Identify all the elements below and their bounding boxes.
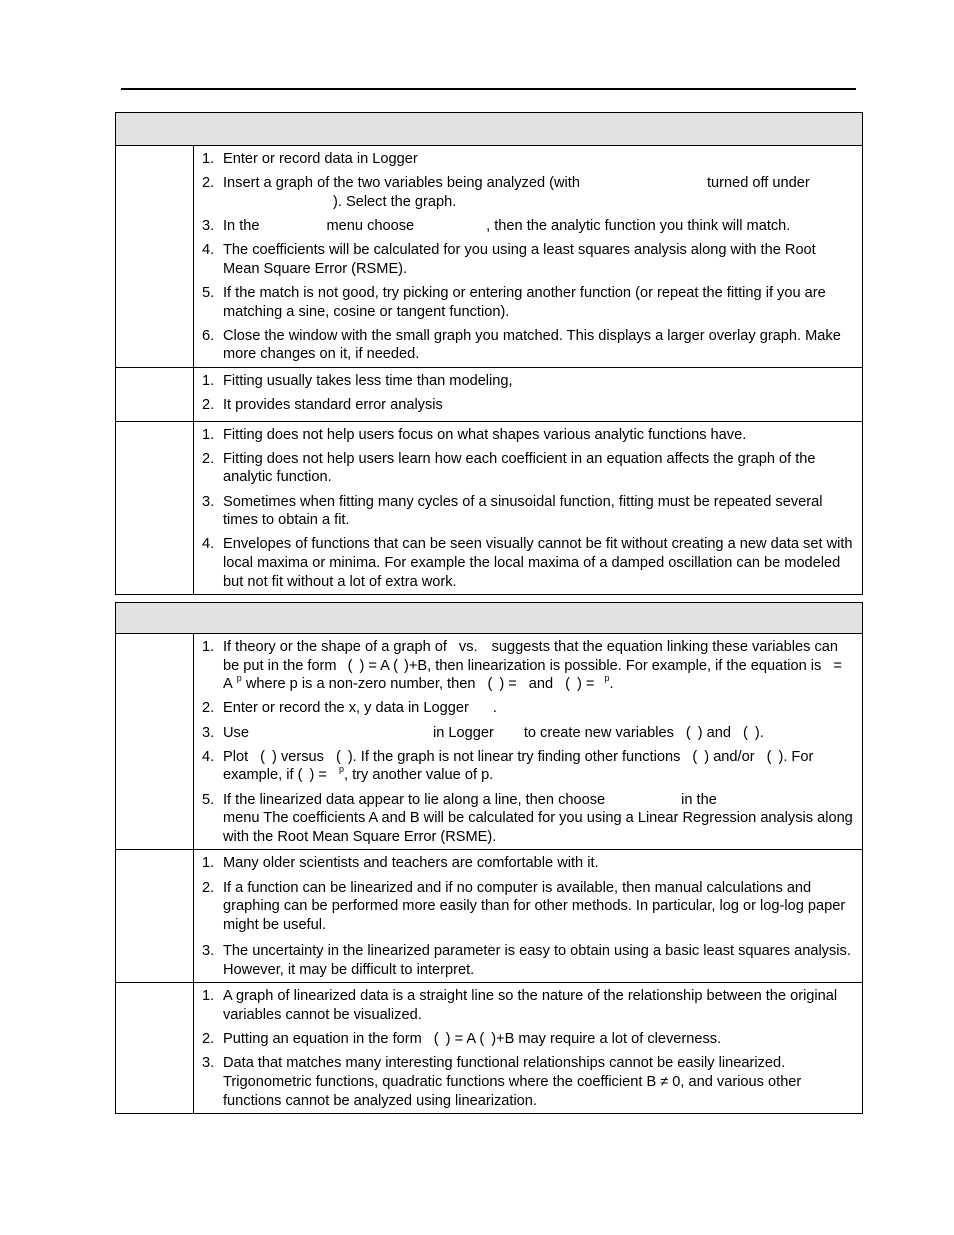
- linearization-procedure-cell: [194, 634, 863, 850]
- fitting-disadvantages-row: [116, 421, 863, 595]
- linearization-procedure-row: [116, 634, 863, 850]
- linearization-disadvantages-list: [194, 983, 862, 1113]
- list-item: 2. Insert a graph of the two variables being analyzed (with turned off under ). Select the graph.: [202, 175, 810, 210]
- list-item: 2. Enter or record the x, y data in Logger .: [202, 700, 497, 717]
- row-label-cell: [116, 367, 194, 421]
- list-item: 2. If a function can be linearized and if no computer is available, then manual calculations and graphing can be performed more easily than for other methods. In particular, log or log-log paper might be useful.: [202, 879, 846, 933]
- fitting-disadvantages-cell: [194, 421, 863, 595]
- list-item: 3. In the menu choose , then the analytic function you think will match.: [202, 217, 791, 234]
- list-item: 3. Use in Logger to create new variables ( ) and ( ).: [202, 724, 764, 741]
- fitting-procedure-cell: [194, 146, 863, 368]
- fitting-disadvantages-list: [194, 422, 862, 595]
- linearization-procedure-list: [194, 634, 862, 849]
- fitting-advantages-list: [194, 368, 862, 421]
- list-item: 3. Sometimes when fitting many cycles of a sinusoidal function, fitting must be repeated several times to obtain a fit.: [202, 493, 823, 529]
- list-item: 1. If theory or the shape of a graph of vs. suggests that the equation linking these variables can be put in the form ( ) = A ( )+B, then linearization is possible. For example, if the equation is = A $^p$ where p is a non-zero number, then ( ) = and ( ) = $^p$.: [202, 639, 842, 693]
- linearization-table: [115, 602, 863, 1114]
- list-item: 5. If the linearized data appear to lie along a line, then choose in the menu The coefficients A and B will be calculated for you using a Linear Regression analysis along with the Root Mean Square Error (RSME).: [202, 791, 853, 845]
- linearization-disadvantages-row: [116, 983, 863, 1114]
- list-item: 4. Plot ( ) versus ( ). If the graph is not linear try finding other functions ( ) and/or ( ). For example, if ( ) = $^p$, try another value of p.: [202, 748, 814, 784]
- row-label-cell: [116, 850, 194, 983]
- list-item: 1. Enter or record data in Logger: [202, 151, 418, 167]
- fitting-advantages-row: [116, 367, 863, 421]
- linearization-advantages-row: [116, 850, 863, 983]
- fitting-table: [115, 112, 863, 595]
- row-label-cell: [116, 634, 194, 850]
- fitting-procedure-list: [194, 146, 862, 367]
- row-label-cell: [116, 146, 194, 368]
- linearization-table-header: [116, 603, 863, 634]
- fitting-advantages-cell: [194, 367, 863, 421]
- row-label-cell: [116, 421, 194, 595]
- list-item: 1. Many older scientists and teachers are comfortable with it.: [202, 855, 599, 872]
- fitting-table-header: [116, 113, 863, 146]
- list-item: 1. A graph of linearized data is a straight line so the nature of the relationship between the original variables cannot be visualized.: [202, 988, 838, 1024]
- list-item: 4. Envelopes of functions that can be seen visually cannot be fit without creating a new data set with local maxima or minima. For example the local maxima of a damped oscillation can be modeled but not fit without a lot of extra work.: [202, 536, 853, 590]
- list-item: 5. If the match is not good, try picking or entering another function (or repeat the fitting if you are matching a sine, cosine or tangent function).: [202, 284, 826, 320]
- linearization-advantages-cell: [194, 850, 863, 983]
- header-rule: [121, 88, 856, 90]
- list-item: 2. It provides standard error analysis: [202, 397, 443, 414]
- list-item: 6. Close the window with the small graph you matched. This displays a larger overlay graph. Make more changes on it, if needed.: [202, 327, 841, 363]
- row-label-cell: [116, 983, 194, 1114]
- fitting-procedure-row: [116, 146, 863, 368]
- list-item: 1. Fitting usually takes less time than modeling,: [202, 372, 513, 389]
- list-item: 4. The coefficients will be calculated for you using a least squares analysis along with the Root Mean Square Error (RSME).: [202, 242, 816, 277]
- list-item: 2. Putting an equation in the form ( ) = A ( )+B may require a lot of cleverness.: [202, 1031, 722, 1048]
- list-item: 2. Fitting does not help users learn how each coefficient in an equation affects the graph of the analytic function.: [202, 450, 816, 486]
- linearization-disadvantages-cell: [194, 983, 863, 1114]
- list-item: 3. The uncertainty in the linearized parameter is easy to obtain using a basic least squares analysis. However, it may be difficult to interpret.: [202, 943, 851, 978]
- linearization-advantages-list: [194, 850, 862, 982]
- list-item: 1. Fitting does not help users focus on what shapes various analytic functions have.: [202, 426, 747, 443]
- list-item: 3. Data that matches many interesting functional relationships cannot be easily linearized. Trigonometric functions, quadratic functions where the coefficient B ≠ 0, and various other functions cannot be analyzed using linearization.: [202, 1055, 802, 1109]
